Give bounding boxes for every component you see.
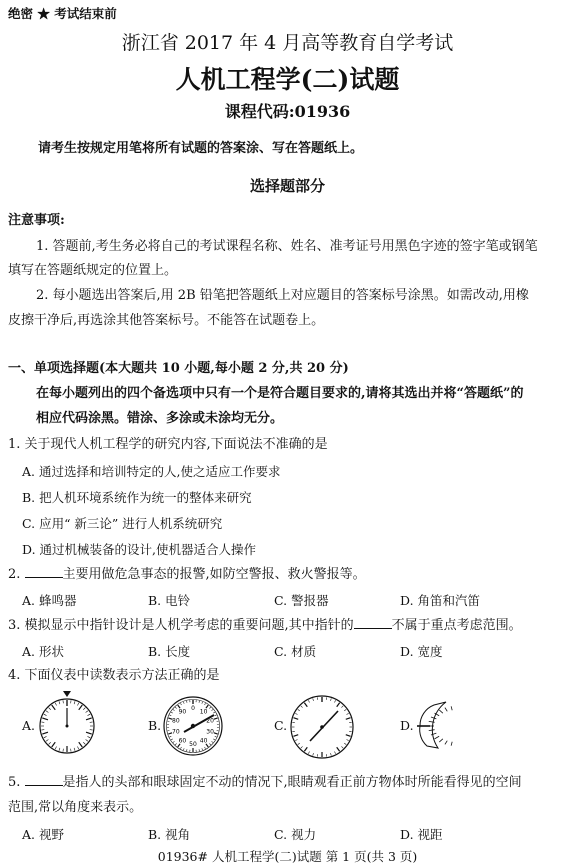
q3-blank — [354, 616, 392, 629]
dial-tick — [295, 713, 297, 714]
dial-tick — [171, 712, 173, 713]
dial-a-image — [37, 694, 97, 754]
dial-b-label: 20 — [206, 717, 214, 725]
dial-tick — [74, 701, 75, 704]
dial-c-image — [288, 693, 356, 761]
dial-tick — [330, 753, 331, 755]
dial-tick — [435, 736, 440, 739]
dial-tick — [213, 712, 215, 713]
page-footer: 01936# 人机工程学(二)试题 第 1 页(共 3 页) — [157, 849, 418, 864]
dial-tick — [46, 711, 48, 713]
dial-tick — [334, 752, 335, 754]
dial-tick — [308, 752, 309, 754]
q2-stem — [8, 565, 366, 583]
dial-tick — [169, 736, 171, 737]
dial-tick — [173, 741, 175, 742]
dial-tick — [52, 742, 56, 747]
dial-tick — [337, 747, 340, 751]
q4-option-a: A. — [22, 718, 36, 733]
dial-tick — [341, 746, 343, 748]
q5-blank — [25, 773, 63, 786]
dial-tick — [445, 708, 447, 712]
dial-tick — [209, 743, 210, 744]
q1-option-d: D. 通过机械装备的设计,使机器适合人操作 — [22, 542, 256, 557]
dial-tick — [330, 698, 331, 700]
dial-tick — [347, 713, 349, 714]
dial-a-hub — [66, 725, 69, 728]
dial-tick — [49, 742, 51, 744]
dial-tick — [304, 703, 307, 707]
dial-tick — [313, 698, 314, 700]
dial-tick — [202, 702, 203, 704]
dial-tick — [49, 708, 51, 710]
dial-tick — [347, 739, 349, 740]
dial-tick — [77, 746, 78, 749]
dial-b-label: 90 — [178, 708, 187, 716]
dial-tick — [86, 732, 92, 734]
part1-desc-line-2: 相应代码涂黑。错涂、多涂或未涂均无分。 — [36, 411, 284, 426]
q3-stem-text-1: 3. 模拟显示中指针设计是人机学考虑的重要问题,其中指针的 — [8, 618, 354, 633]
q1-option-a: A. 通过选择和培训特定的人,使之适应工作要求 — [22, 464, 281, 479]
dial-tick — [83, 708, 85, 710]
exam-title: 浙江省 2017 年 4 月高等教育自学考试 — [121, 32, 454, 54]
q5-option-b: B. 视角 — [148, 827, 191, 842]
q2-option-c: C. 警报器 — [274, 593, 329, 608]
dial-tick — [304, 747, 307, 751]
q1-option-c: C. 应用“ 新三论” 进行人机系统研究 — [22, 516, 223, 531]
dial-tick — [183, 702, 184, 704]
q5-stem-text: 是指人的头部和眼球固定不动的情况下,眼睛观看正前方物体时所能看得见的空间 — [62, 775, 522, 790]
q2-blank — [25, 565, 63, 578]
q5-option-a: A. 视野 — [22, 827, 64, 842]
dial-tick — [211, 741, 213, 742]
dial-tick — [295, 739, 297, 740]
dial-tick — [52, 705, 56, 710]
dial-tick — [215, 736, 217, 737]
q2-option-a: A. 蜂鸣器 — [22, 593, 77, 608]
dial-tick — [74, 748, 75, 751]
part1-desc-line-1: 在每小题列出的四个备选项中只有一个是符合题目要求的,请将其选出并将“答题纸”的 — [36, 386, 524, 401]
dial-b-label: 10 — [199, 708, 208, 716]
dial-tick — [46, 740, 48, 742]
dial-tick — [59, 748, 60, 751]
dial-tick — [42, 732, 48, 734]
dial-tick — [293, 735, 298, 737]
q2-number: 2. — [8, 567, 21, 582]
dial-tick — [202, 748, 203, 750]
q5-option-c: C. 视力 — [274, 827, 317, 842]
dial-tick — [334, 700, 335, 702]
dial-tick — [313, 753, 314, 755]
q2-option-d: D. 角笛和汽笛 — [400, 593, 481, 608]
dial-tick — [87, 714, 90, 715]
dial-tick — [175, 707, 176, 708]
dial-tick — [86, 711, 88, 713]
dial-b-hub — [191, 724, 195, 728]
dial-tick — [205, 747, 206, 749]
dial-tick — [337, 703, 340, 707]
dial-a-top-pointer — [63, 691, 71, 697]
dial-tick — [298, 743, 300, 744]
q2-stem-text: 主要用做危急事态的报警,如防空警报、救火警报等。 — [62, 567, 366, 582]
dial-d-image — [416, 700, 452, 752]
q5-number: 5. — [8, 775, 21, 790]
note-item-1-line-1: 1. 答题前,考生务必将自己的考试课程名称、姓名、准考证号用黑色字迹的签字笔或钢笔 — [36, 239, 538, 254]
q4-option-c: C. — [274, 718, 288, 733]
dial-tick — [451, 706, 452, 710]
section-title: 选择题部分 — [249, 177, 325, 195]
note-item-2-line-2: 皮擦干净后,再选涂其他答案标号。不能答在试题卷上。 — [8, 313, 325, 328]
dial-tick — [169, 715, 171, 716]
dial-c-needle — [310, 711, 338, 741]
dial-tick — [171, 739, 173, 740]
dial-tick — [42, 718, 48, 720]
dial-tick — [77, 703, 78, 706]
dial-tick — [451, 742, 452, 746]
dial-tick — [44, 736, 47, 737]
course-code: 课程代码:01936 — [224, 102, 351, 121]
dial-tick — [59, 701, 60, 704]
q2-option-b: B. 电铃 — [148, 593, 191, 608]
dial-tick — [344, 743, 346, 744]
q5-option-d: D. 视距 — [400, 827, 443, 842]
dial-tick — [44, 714, 47, 715]
q4-stem: 4. 下面仪表中读数表示方法正确的是 — [8, 668, 220, 683]
q5-stem-line-2: 范围,常以角度来表示。 — [8, 800, 143, 815]
dial-tick — [86, 718, 92, 720]
dial-b-label: 50 — [189, 741, 197, 748]
answer-instruction: 请考生按规定用笔将所有试题的答案涂、写在答题纸上。 — [38, 141, 364, 156]
dial-tick — [215, 715, 217, 716]
dial-b-label: 70 — [172, 728, 180, 736]
dial-tick — [87, 736, 90, 737]
q5-stem — [8, 773, 522, 791]
dial-tick — [211, 709, 213, 710]
q4-option-b: B. — [148, 718, 162, 733]
dial-b-label: 60 — [178, 737, 187, 745]
q1-option-b: B. 把人机环境系统作为统一的整体来研究 — [22, 490, 252, 505]
dial-tick — [79, 742, 83, 747]
q3-stem-text-2: 不属于重点考虑范围。 — [391, 618, 522, 633]
q3-stem — [8, 616, 522, 634]
dial-tick — [175, 743, 176, 744]
q3-option-c: C. 材质 — [274, 644, 317, 659]
dial-b-label: 30 — [206, 728, 214, 736]
confidential-label: 绝密 ★ 考试结束前 — [8, 6, 117, 21]
dial-tick — [55, 703, 56, 706]
dial-tick — [439, 739, 443, 742]
dial-tick — [180, 703, 181, 705]
dial-tick — [180, 747, 181, 749]
note-item-2-line-1: 2. 每小题选出答案后,用 2B 铅笔把答题纸上对应题目的答案标号涂黑。如需改动,用橡 — [36, 288, 529, 303]
note-item-1-line-2: 填写在答题纸规定的位置上。 — [8, 263, 178, 278]
dial-tick — [346, 718, 351, 720]
dial-tick — [205, 703, 206, 705]
q1-stem: 1. 关于现代人机工程学的研究内容,下面说法不准确的是 — [8, 437, 328, 452]
dial-tick — [301, 706, 303, 708]
dial-tick — [86, 740, 88, 742]
subject-title: 人机工程学(二)试题 — [175, 65, 400, 94]
dial-tick — [213, 739, 215, 740]
dial-tick — [445, 741, 447, 745]
dial-tick — [439, 710, 443, 713]
q3-option-d: D. 宽度 — [400, 644, 443, 659]
dial-b-image — [162, 694, 224, 758]
dial-tick — [293, 718, 298, 720]
dial-tick — [341, 706, 343, 708]
dial-tick — [83, 742, 85, 744]
dial-tick — [173, 709, 175, 710]
notes-title: 注意事项: — [8, 213, 65, 228]
dial-tick — [214, 733, 218, 734]
q3-option-a: A. 形状 — [22, 644, 64, 659]
dial-b-label: 40 — [199, 737, 208, 745]
dial-tick — [346, 735, 351, 737]
dial-tick — [344, 709, 346, 710]
part1-title: 一、单项选择题(本大题共 10 小题,每小题 2 分,共 20 分) — [8, 361, 349, 376]
dial-tick — [308, 700, 309, 702]
dial-tick — [214, 718, 218, 719]
dial-tick — [183, 748, 184, 750]
dial-tick — [301, 746, 303, 748]
q4-option-d: D. — [400, 718, 414, 733]
dial-tick — [55, 746, 56, 749]
q3-option-b: B. 长度 — [148, 644, 191, 659]
dial-tick — [209, 707, 210, 708]
dial-tick — [298, 709, 300, 710]
dial-b-label: 0 — [191, 705, 195, 712]
dial-c-hub — [320, 725, 324, 729]
dial-b-label: 80 — [172, 717, 180, 725]
dial-tick — [79, 705, 83, 710]
